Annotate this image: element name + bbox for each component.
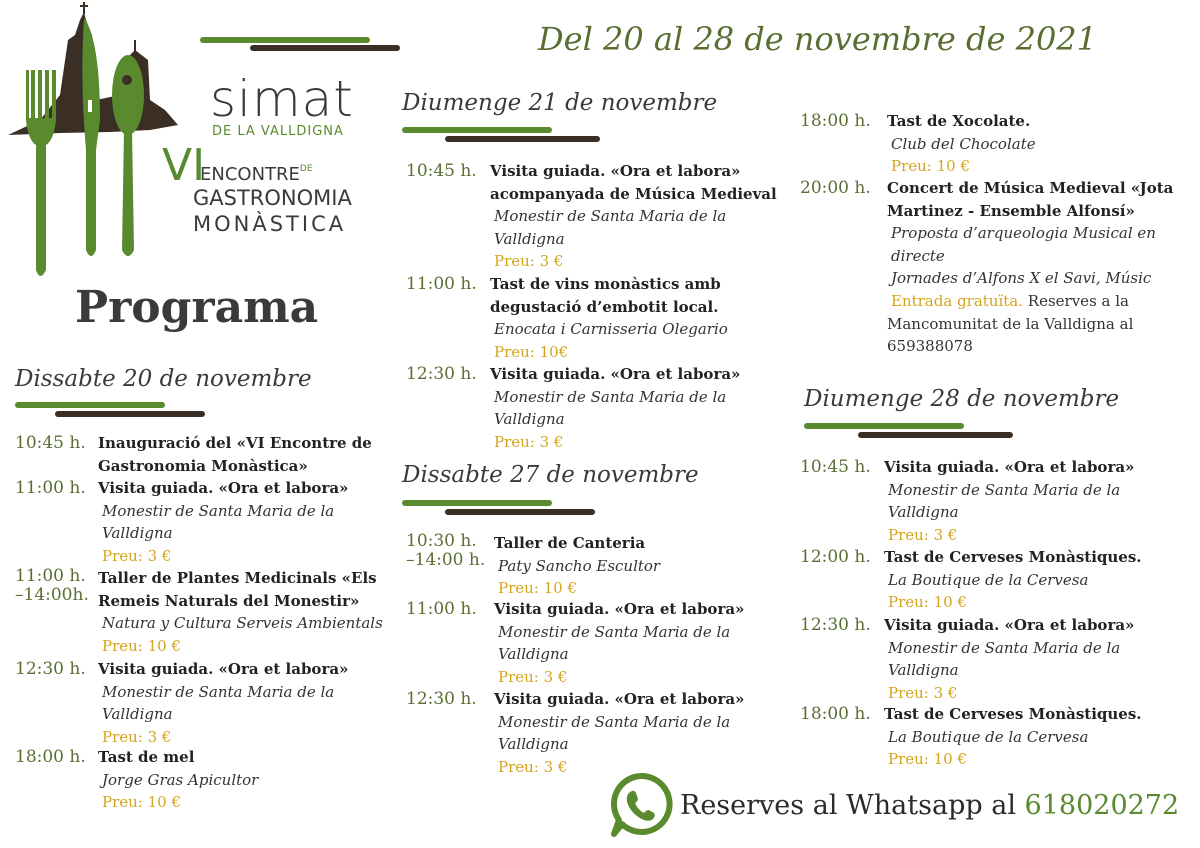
event-details	[490, 363, 790, 453]
event-place: Monestir de Santa Maria de la Valldigna	[494, 207, 727, 248]
whatsapp-icon	[608, 772, 674, 838]
logo-encontre	[200, 164, 313, 185]
event-title: Taller de Canteria	[494, 534, 646, 552]
event-details	[884, 546, 1184, 614]
event-place: Monestir de Santa Maria de la Valldigna	[888, 638, 1121, 680]
event-details	[887, 177, 1187, 358]
event-price: Preu: 10 €	[888, 593, 968, 612]
whatsapp-text: Reserves al Whatsapp al	[680, 790, 1025, 821]
event-time: 18:00 h.	[800, 111, 871, 131]
event-place: Jorge Gras Apicultor	[102, 770, 259, 789]
event-place: Enocata i Carnisseria Olegario	[494, 320, 728, 339]
event-details	[98, 658, 408, 748]
logo-encontre-de: DE	[299, 164, 313, 174]
date-range: Del 20 al 28 de novembre de 2021	[538, 20, 1098, 58]
event-price: Entrada gratuïta.	[891, 291, 1024, 310]
event-title: Taller de Plantes Medicinals «Els Remeis Naturals del Monestir»	[98, 569, 377, 610]
logo-encontre-text: ENCONTRE	[200, 164, 300, 185]
day-heading-27: Dissabte 27 de novembre	[402, 462, 699, 488]
event-details	[98, 746, 408, 814]
logo-gastronomia: GASTRONOMIA	[193, 186, 352, 210]
divider-bar	[804, 423, 964, 429]
event-title: Tast de vins monàstics amb degustació d’embotit local.	[490, 275, 721, 316]
event-details	[884, 703, 1184, 771]
event-time: 12:00 h.	[800, 547, 871, 567]
logo-vi: VI	[162, 140, 206, 191]
event-title: Visita guiada. «Ora et labora»	[884, 616, 1135, 634]
whatsapp-reservation	[680, 790, 1179, 821]
event-time: 10:30 h. –14:00 h.	[406, 531, 486, 570]
event-title: Tast de Cerveses Monàstiques.	[884, 705, 1142, 723]
event-title: Visita guiada. «Ora et labora»	[494, 600, 745, 618]
event-place: La Boutique de la Cervesa	[888, 570, 1089, 589]
event-title: Visita guiada. «Ora et labora»	[494, 690, 745, 708]
event-place: Monestir de Santa Maria de la Valldigna	[888, 480, 1121, 522]
event-title: Visita guiada. «Ora et labora»	[490, 365, 741, 383]
event-price: Preu: 3 €	[102, 727, 172, 746]
event-time: 12:30 h.	[15, 659, 86, 679]
event-time: 18:00 h.	[15, 747, 86, 767]
event-details	[490, 273, 790, 363]
event-place: Paty Sancho Escultor	[498, 556, 661, 575]
divider-bar	[55, 411, 205, 417]
event-price: Preu: 3 €	[498, 757, 568, 776]
event-price: Preu: 3 €	[888, 525, 958, 544]
divider-bar	[858, 432, 1013, 438]
event-title: Visita guiada. «Ora et labora» acompanyada de Música Medieval	[490, 162, 777, 203]
event-time: 11:00 h.	[15, 478, 86, 498]
page-title: Programa	[75, 282, 319, 333]
logo-simat: simat	[210, 70, 354, 128]
event-price: Preu: 3 €	[498, 667, 568, 686]
event-price: Preu: 10€	[494, 342, 569, 361]
event-time: 18:00 h.	[800, 704, 871, 724]
event-place: Jornades d’Alfons X el Savi, Músic	[891, 269, 1152, 288]
event-place: Club del Chocolate	[891, 134, 1036, 153]
event-details	[884, 614, 1184, 704]
divider-bar	[445, 136, 600, 142]
event-place: La Boutique de la Cervesa	[888, 727, 1089, 746]
event-title: Tast de Xocolate.	[887, 112, 1031, 130]
event-title: Visita guiada. «Ora et labora»	[98, 660, 349, 678]
event-place: Monestir de Santa Maria de la Valldigna	[102, 501, 335, 543]
logo-valldigna: DE LA VALLDIGNA	[212, 124, 344, 139]
divider-bar	[445, 509, 595, 515]
event-title: Visita guiada. «Ora et labora»	[884, 458, 1135, 476]
event-place: Monestir de Santa Maria de la Valldigna	[498, 712, 731, 754]
event-note: Reserves a la Mancomunitat de la Valldigna al 659388078	[887, 291, 1134, 356]
event-time: 12:30 h.	[406, 364, 477, 384]
event-details	[98, 432, 408, 477]
event-place: Proposta d’arqueologia Musical en directe	[891, 224, 1156, 265]
event-time: 20:00 h.	[800, 178, 871, 198]
day-heading-20: Dissabte 20 de novembre	[15, 366, 312, 392]
event-time: 12:30 h.	[406, 689, 477, 709]
event-details	[884, 456, 1184, 546]
event-price: Preu: 10 €	[888, 750, 968, 769]
event-title: Concert de Música Medieval «Jota Martinez - Ensemble Alfonsí»	[887, 179, 1174, 220]
divider-bar	[402, 500, 552, 506]
event-time: 11:00 h.	[406, 599, 477, 619]
event-time: 10:45 h.	[800, 457, 871, 477]
event-details	[98, 567, 408, 657]
event-note-line	[887, 290, 1187, 358]
event-place: Natura y Cultura Serveis Ambientals	[102, 614, 383, 633]
event-details	[494, 598, 784, 688]
event-place: Monestir de Santa Maria de la Valldigna	[494, 387, 727, 429]
event-time: 11:00 h.	[406, 274, 477, 294]
event-details	[490, 160, 790, 273]
event-place: Monestir de Santa Maria de la Valldigna	[498, 622, 731, 664]
event-price: Preu: 3 €	[888, 683, 958, 702]
event-time: 10:45 h.	[15, 433, 86, 453]
event-place: Monestir de Santa Maria de la Valldigna	[102, 682, 335, 724]
event-time: 12:30 h.	[800, 615, 871, 635]
event-title: Visita guiada. «Ora et labora»	[98, 479, 349, 497]
event-title: Tast de mel	[98, 748, 195, 766]
event-price: Preu: 3 €	[102, 546, 172, 565]
day-heading-28: Diumenge 28 de novembre	[804, 386, 1120, 412]
event-details	[494, 532, 784, 600]
divider-bar	[250, 45, 400, 51]
day-heading-21: Diumenge 21 de novembre	[402, 90, 718, 116]
event-price: Preu: 3 €	[494, 432, 564, 451]
event-details	[887, 110, 1187, 178]
event-price: Preu: 3 €	[494, 252, 564, 271]
whatsapp-number[interactable]: 618020272	[1024, 790, 1180, 821]
event-price: Preu: 10 €	[498, 579, 578, 598]
event-title: Inauguració del «VI Encontre de Gastronomia Monàstica»	[98, 434, 372, 475]
divider-bar	[15, 402, 165, 408]
event-time: 11:00 h. –14:00h.	[15, 566, 89, 605]
logo-monastica: MONÀSTICA	[193, 212, 347, 236]
event-details	[494, 688, 784, 778]
event-time: 10:45 h.	[406, 161, 477, 181]
divider-bar	[402, 127, 552, 133]
event-title: Tast de Cerveses Monàstiques.	[884, 548, 1142, 566]
event-price: Preu: 10 €	[891, 157, 971, 176]
event-details	[98, 477, 408, 567]
divider-bar	[200, 37, 370, 43]
event-price: Preu: 10 €	[102, 636, 182, 655]
event-price: Preu: 10 €	[102, 793, 182, 812]
